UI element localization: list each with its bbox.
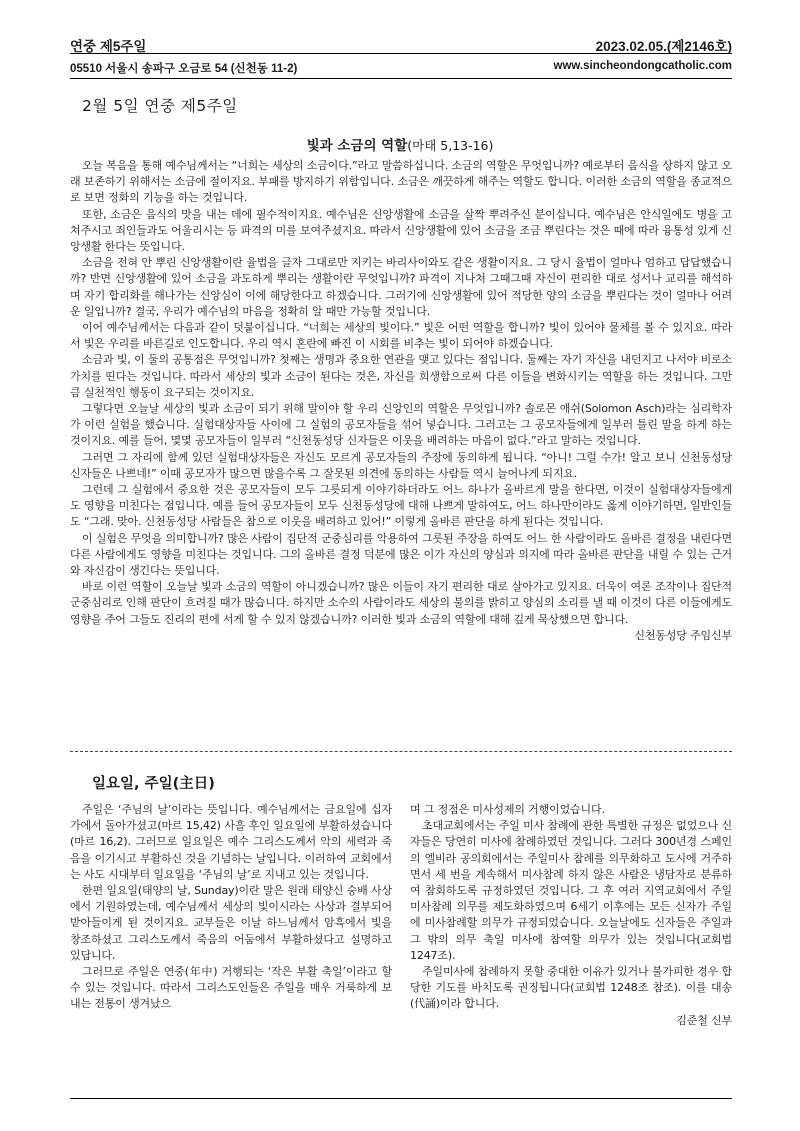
column-paragraph: 그러므로 주일은 연중(年中) 거행되는 ‘작은 부활 축일’이라고 할 수 있는 것입니다. 따라서 그리스도인들은 주일을 매우 거룩하게 보내는 전통이 생겨났으 bbox=[70, 965, 392, 1011]
article-signature: 신천동성당 주임신부 bbox=[634, 628, 732, 642]
sunday-columns bbox=[70, 802, 732, 1029]
article-paragraph: 소금과 빛, 이 둘의 공통점은 무엇입니까? 첫째는 생명과 중요한 연관을 맺고 있다는 점입니다. 둘째는 자기 자신을 내던지고 나서야 비로소 가치를 띤다는 것입니다. 따라서 세상의 빛과 소금이 된다는 것은, 자신을 희생함으로써 다른 이들을 변화시키는 역할을 하는 것입니다. 그만큼 실천적인 행동이 요구되는 것이지요. bbox=[70, 353, 732, 399]
column-paragraph: 초대교회에서는 주일 미사 참례에 관한 특별한 규정은 없었으나 신자들은 당연히 미사에 참례하였던 것입니다. 그러다 300년경 스페인의 엘비라 공의회에서는 주일미사 참례를 의무화하고 도시에 거주하면서 세 번을 계속해서 미사참례 하지 않은 사람은 냉담자로 분류하여 참회하도록 규정하였던 것입니다. 그 후 여러 지역교회에서 주일 미사참례 의무를 제도화하였으며 6세기 이후에는 모든 신자가 주일에 미사참례할 의무가 규정되었습니다. 오늘날에도 신자들은 주일과 그 밖의 의무 축일 미사에 참여할 의무가 있는 것입니다(교회법 1247조). bbox=[410, 819, 732, 962]
header-top-row bbox=[70, 35, 732, 55]
column-paragraph: 며 그 정점은 미사성제의 거행이었습니다. bbox=[410, 803, 605, 816]
section-signature: 김준철 신부 bbox=[676, 1013, 732, 1027]
header-address-row bbox=[70, 60, 732, 76]
footer-rule bbox=[70, 1098, 732, 1099]
header-rule-bottom bbox=[70, 78, 732, 79]
article-paragraph: 소금을 전혀 안 뿌린 신앙생활이란 율법을 글자 그대로만 지키는 바리사이와도 같은 생활이지요. 그 당시 율법이 얼마나 엄하고 답답했습니까? 반면 신앙생활에 있어 소금을 과도하게 뿌리는 생활이란 무엇입니까? 파격이 지나쳐 그때그때 자신이 편리한 대로 성서나 교리를 해석하며 자기 합리화를 해나가는 신앙심이 이에 해당한다고 하겠습니다. 그러기에 신앙생활에 있어 적당한 양의 소금을 뿌린다는 것이 얼마나 어려운 일입니까? 결국, 우리가 예수님의 마음을 정확히 알 때만 가능할 것입니다. bbox=[70, 256, 732, 318]
church-address: 05510 서울시 송파구 오금로 54 (신천동 11-2) bbox=[70, 63, 298, 75]
right-column bbox=[410, 802, 732, 1029]
article-paragraph: 이 실험은 무엇을 의미합니까? 많은 사람이 집단적 군중심리를 악용하여 그릇된 주장을 하여도 어느 한 사람이라도 올바른 결정을 내린다면 다른 사람에게도 영향을 미친다는 것입니다. 그의 올바른 결정 덕분에 많은 이가 자신의 양심과 의지에 따라 올바른 판단을 내릴 수 있는 근거와 자신감이 생긴다는 뜻입니다. bbox=[70, 531, 732, 578]
article-scripture-ref: (마태 5,13-16) bbox=[407, 138, 494, 153]
column-paragraph: 주일미사에 참례하지 못할 중대한 이유가 있거나 불가피한 경우 합당한 기도를 바치도록 권징됩니다(교회법 1248조 참조). 이를 대송(代誦)이라 합니다. bbox=[410, 965, 732, 1011]
issue-date: 2023.02.05.(제2146호) bbox=[595, 39, 732, 54]
article-paragraph: 그러면 그 자리에 함께 있던 실험대상자들은 자신도 모르게 공모자들의 주장에 동의하게 됩니다. “아니! 그럴 수가! 알고 보니 신천동성당 신자들은 나쁘네!” 이때 공모자가 많으면 많을수록 그 잘못된 의견에 동의하는 사람들 역시 늘어나게 되지요. bbox=[70, 450, 732, 480]
article-paragraph: 바로 이런 역할이 오늘날 빛과 소금의 역할이 아니겠습니까? 많은 이들이 자기 편리한 대로 살아가고 있지요. 더욱이 여론 조작이나 집단적 군중심리로 인해 판단이 흐려질 때가 많습니다. 하지만 소수의 사람이라도 세상의 불의를 밝히고 양심의 소리를 낼 때 이것이 다른 이들에게도 영향을 주어 그들도 진리의 편에 서게 할 수 있지 않겠습니까? 이러한 빛과 소금의 역할에 대해 깊게 묵상했으면 합니다. bbox=[70, 580, 732, 626]
article-paragraph: 오늘 복음을 통해 예수님께서는 “너희는 세상의 소금이다.”라고 말씀하십니다. 소금의 역할은 무엇입니까? 예로부터 음식을 상하지 않고 오래 보존하기 위해서는 소금에 절이지요. 부패를 방지하기 위함입니다. 소금은 깨끗하게 해주는 역할도 합니다. 이러한 소금의 역할을 종교적으로 보면 정화의 기능을 하는 것입니다. bbox=[70, 159, 732, 205]
left-column bbox=[70, 802, 392, 1029]
article-paragraph: 그렇다면 오늘날 세상의 빛과 소금이 되기 위해 말이야 할 우리 신앙인의 역할은 무엇입니까? 솔로몬 애쉬(Solomon Asch)라는 심리학자가 이런 실험을 했습니다. 실험대상자들 사이에 그 실험의 공모자들을 섞어 넣습니다. 그러고는 그 공모자들에게 일부러 틀린 말을 하게 하는 것이지요. 예를 들어, 몇몇 공모자들이 일부러 “신천동성당 신자들은 이웃을 배려하는 마음이 없다.”라고 말하는 것입니다. bbox=[70, 402, 732, 448]
website-link[interactable]: www.sincheondongcatholic.com bbox=[553, 60, 732, 72]
column-paragraph: 주일은 ‘주님의 날’이라는 뜻입니다. 예수님께서는 금요일에 십자가에서 돌아가셨고(마르 15,42) 사흘 후인 일요일에 부활하셨습니다(마르 16,2). 그러므로 일요일은 예수 그리스도께서 악의 세력과 죽음을 이기시고 부활하신 것을 기념하는 날입니다. 이러하여 교회에서는 사도 시대부터 일요일을 ‘주님의 날’로 지내고 있는 것입니다. bbox=[70, 803, 392, 881]
section-title: 일요일, 주일(主日) bbox=[92, 776, 215, 792]
bulletin-name: 연중 제5주일 bbox=[70, 39, 147, 54]
article-title bbox=[0, 134, 800, 154]
homily-article bbox=[70, 158, 732, 644]
section-divider bbox=[70, 751, 732, 752]
date-title: 2월 5일 연중 제5주일 bbox=[82, 97, 238, 115]
article-paragraph: 그런데 그 실험에서 중요한 것은 공모자들이 모두 그릇되게 이야기하더라도 어느 하나가 올바르게 말을 한다면, 이것이 실험대상자들에게도 영향을 미친다는 점입니다. 예를 들어 공모자들이 모두 신천동성당에 대해 나쁘게 말하여도, 어느 하나만이라도 옳게 이야기하면, 일반인들도 “그래. 맞아. 신천동성당 사람들은 참으로 이웃을 배려하고 있어!” 이렇게 올바른 판단을 하게 된다는 것입니다. bbox=[70, 483, 732, 529]
article-paragraph: 이어 예수님께서는 다음과 같이 덧붙이십니다. “너희는 세상의 빛이다.” 빛은 어떤 역할을 합니까? 빛이 있어야 물체를 볼 수 있지요. 따라서 빛은 우리를 바른길로 인도합니다. 우리 역시 혼란에 빠진 이 시회를 비추는 빛이 되어야 하겠습니다. bbox=[70, 321, 732, 351]
article-title-main: 빛과 소금의 역할 bbox=[306, 138, 408, 154]
column-paragraph: 한편 일요일(태양의 날, Sunday)이란 말은 원래 태양신 숭배 사상에서 기원하였는데, 예수님께서 세상의 빛이시라는 사상과 결부되어 받아들이게 된 것이지요. 교부들은 이날 하느님께서 암흑에서 빛을 창조하셨고 그리스도께서 죽음의 어둠에서 부활하셨다고 설명하고 있답니다. bbox=[70, 884, 392, 962]
header-rule-top bbox=[70, 53, 732, 54]
article-paragraph: 또한, 소금은 음식의 맛을 내는 데에 필수적이지요. 예수님은 신앙생활에 소금을 살짝 뿌려주신 분이십니다. 예수님은 안식일에도 병을 고쳐주시고 죄인들과도 어울리시는 등 파격의 미를 보여주셨지요. 따라서 신앙생활에 있어 소금을 조금 뿌린다는 것은 때에 따라 융통성 있게 신앙생활 한다는 뜻입니다. bbox=[70, 207, 732, 254]
